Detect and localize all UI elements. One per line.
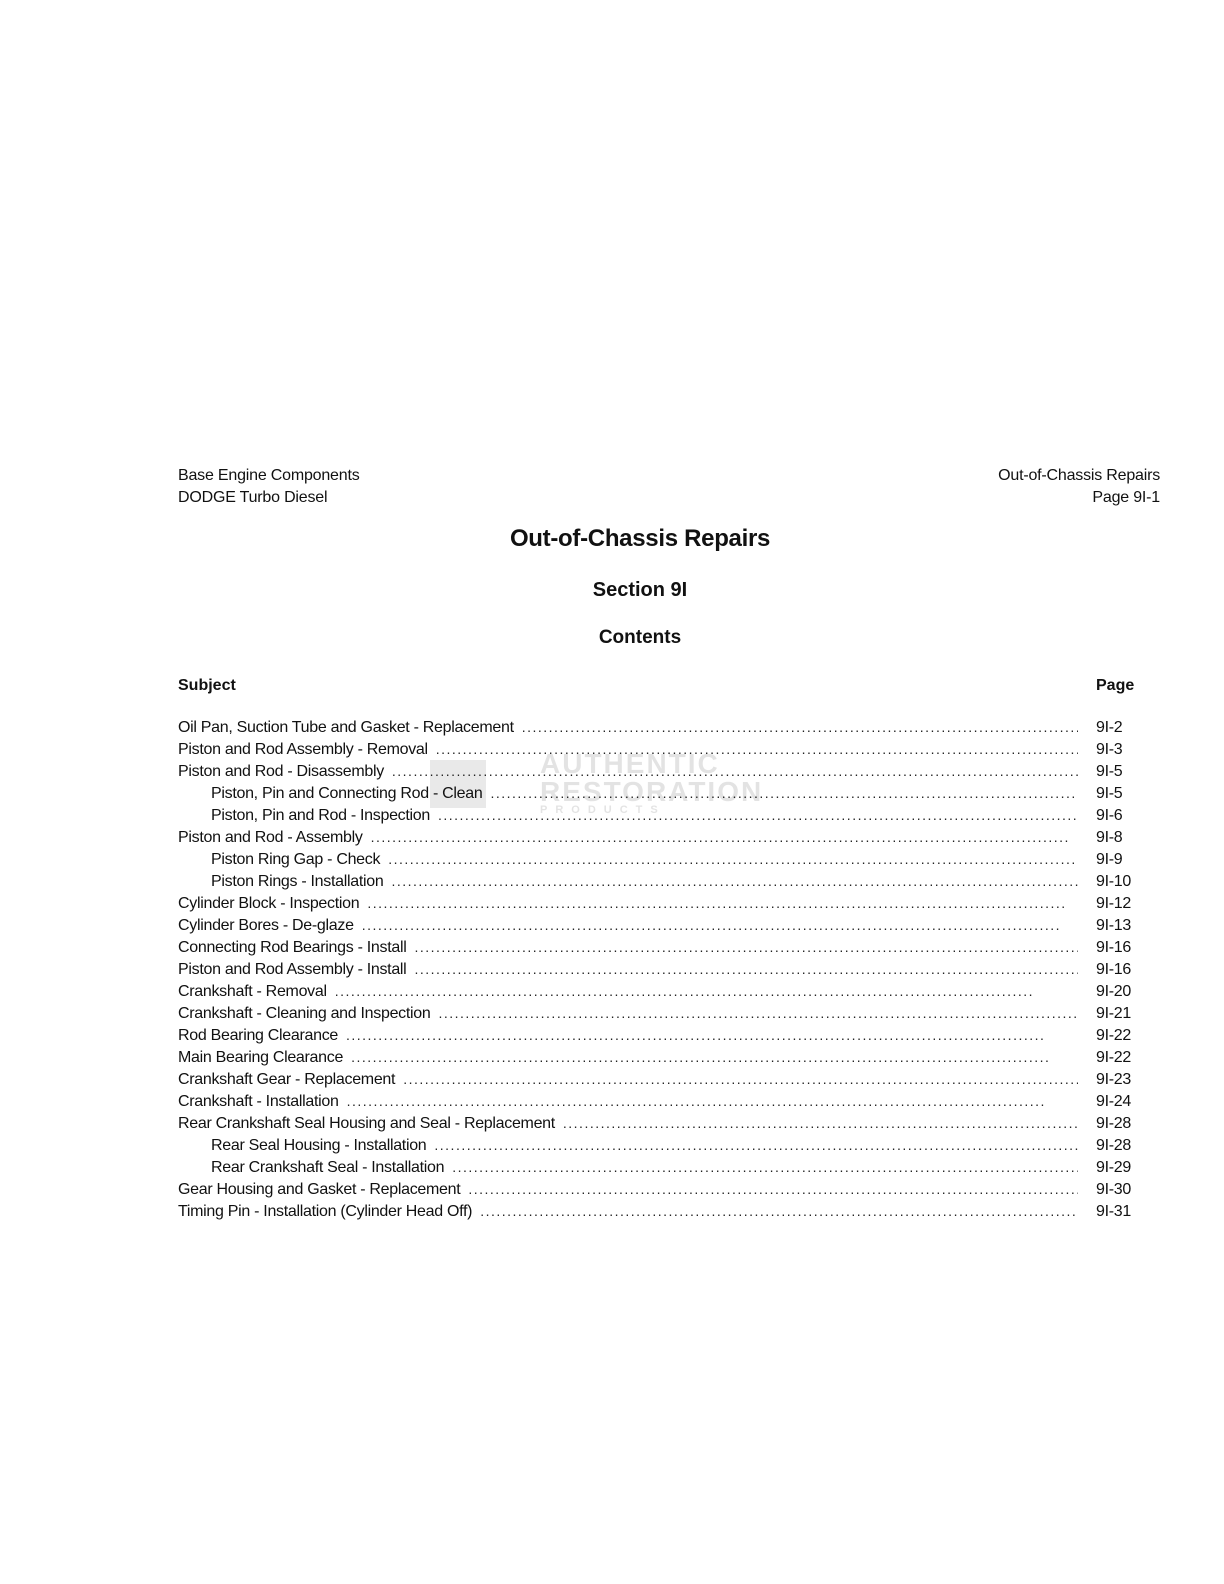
toc-entry[interactable] [178, 763, 1138, 785]
toc-entry-page: 9I-16 [1096, 939, 1131, 956]
contents-heading: Contents [598, 627, 682, 648]
toc-entry-title: Rear Crankshaft Seal Housing and Seal - Replacement [178, 1115, 555, 1132]
toc-dot-leader [346, 1027, 1078, 1043]
toc-entry[interactable] [178, 785, 1138, 807]
section-number: Section 9I [592, 579, 688, 601]
toc-dot-leader [438, 1005, 1078, 1021]
toc-entry-page: 9I-28 [1096, 1115, 1131, 1132]
toc-dot-leader [347, 1093, 1078, 1109]
running-header-right [998, 465, 1160, 509]
watermark-line3: PRODUCTS [540, 804, 666, 816]
toc-entry-page: 9I-23 [1096, 1071, 1131, 1088]
toc-entry-title: Gear Housing and Gasket - Replacement [178, 1181, 461, 1198]
toc-entry-title: Crankshaft - Removal [178, 983, 327, 1000]
toc-entry-page: 9I-5 [1096, 785, 1123, 802]
toc-entry[interactable] [178, 1137, 1138, 1159]
header-vehicle: DODGE Turbo Diesel [178, 489, 328, 506]
toc-entry[interactable] [178, 807, 1138, 829]
toc-entry-page: 9I-5 [1096, 763, 1123, 780]
toc-entry-page: 9I-3 [1096, 741, 1123, 758]
toc-entry[interactable] [178, 741, 1138, 763]
toc-entry-title: Rear Crankshaft Seal - Installation [211, 1159, 445, 1176]
toc-dot-leader [391, 873, 1078, 889]
toc-entry-page: 9I-9 [1096, 851, 1123, 868]
toc-dot-leader [403, 1071, 1078, 1087]
toc-entry-title: Timing Pin - Installation (Cylinder Head Off) [178, 1203, 473, 1220]
toc-entry-title: Crankshaft - Installation [178, 1093, 339, 1110]
toc-entry-title: Piston Rings - Installation [211, 873, 384, 890]
toc-entry-title: Piston and Rod - Disassembly [178, 763, 384, 780]
toc-entry[interactable] [178, 1071, 1138, 1093]
toc-entry[interactable] [178, 1027, 1138, 1049]
toc-entry-page: 9I-31 [1096, 1203, 1131, 1220]
toc-entry-title: Piston, Pin and Connecting Rod - Clean [211, 785, 483, 802]
toc-entry-page: 9I-2 [1096, 719, 1123, 736]
toc-entry-page: 9I-21 [1096, 1005, 1131, 1022]
toc-entry[interactable] [178, 829, 1138, 851]
toc-entry-title: Piston and Rod Assembly - Install [178, 961, 407, 978]
toc-entry[interactable] [178, 1181, 1138, 1203]
toc-entry[interactable] [178, 1005, 1138, 1027]
toc-entry-page: 9I-6 [1096, 807, 1123, 824]
toc-entry-page: 9I-22 [1096, 1049, 1131, 1066]
toc-entry[interactable] [178, 983, 1138, 1005]
toc-dot-leader [436, 741, 1078, 757]
toc-entry[interactable] [178, 873, 1138, 895]
toc-entry[interactable] [178, 1203, 1138, 1225]
toc-entry-title: Piston and Rod Assembly - Removal [178, 741, 428, 758]
toc-entry[interactable] [178, 917, 1138, 939]
toc-entry-title: Main Bearing Clearance [178, 1049, 344, 1066]
table-of-contents [178, 719, 1138, 1225]
header-chapter: Out-of-Chassis Repairs [998, 467, 1160, 484]
toc-entry-page: 9I-28 [1096, 1137, 1131, 1154]
toc-dot-leader [367, 895, 1078, 911]
toc-dot-leader [371, 829, 1078, 845]
toc-entry[interactable] [178, 1093, 1138, 1115]
toc-entry[interactable] [178, 1159, 1138, 1181]
header-page-number: Page 9I-1 [1092, 489, 1160, 506]
toc-dot-leader [414, 939, 1078, 955]
toc-entry-page: 9I-30 [1096, 1181, 1131, 1198]
toc-entry-title: Cylinder Block - Inspection [178, 895, 360, 912]
toc-entry-title: Crankshaft Gear - Replacement [178, 1071, 396, 1088]
toc-entry-page: 9I-10 [1096, 873, 1131, 890]
toc-entry-page: 9I-20 [1096, 983, 1131, 1000]
toc-entry[interactable] [178, 961, 1138, 983]
toc-dot-leader [362, 917, 1078, 933]
toc-dot-leader [452, 1159, 1078, 1175]
page-title: Out-of-Chassis Repairs [509, 525, 771, 552]
toc-dot-leader [388, 851, 1078, 867]
toc-entry-title: Rod Bearing Clearance [178, 1027, 339, 1044]
toc-entry[interactable] [178, 719, 1138, 741]
toc-entry[interactable] [178, 895, 1138, 917]
toc-entry-page: 9I-22 [1096, 1027, 1131, 1044]
toc-dot-leader [335, 983, 1078, 999]
toc-dot-leader [522, 719, 1078, 735]
running-header-left [178, 465, 360, 509]
toc-dot-leader [490, 785, 1078, 801]
toc-entry[interactable] [178, 939, 1138, 961]
toc-dot-leader [434, 1137, 1078, 1153]
toc-dot-leader [438, 807, 1078, 823]
toc-dot-leader [468, 1181, 1078, 1197]
toc-dot-leader [563, 1115, 1078, 1131]
toc-entry-title: Crankshaft - Cleaning and Inspection [178, 1005, 431, 1022]
toc-entry-title: Cylinder Bores - De-glaze [178, 917, 354, 934]
toc-entry-title: Piston, Pin and Rod - Inspection [211, 807, 430, 824]
toc-dot-leader [480, 1203, 1078, 1219]
watermark-line1: AUTHENTIC [540, 748, 720, 779]
toc-entry[interactable] [178, 1115, 1138, 1137]
toc-dot-leader [392, 763, 1078, 779]
toc-entry-title: Connecting Rod Bearings - Install [178, 939, 407, 956]
toc-entry-title: Piston Ring Gap - Check [211, 851, 381, 868]
toc-entry-page: 9I-24 [1096, 1093, 1131, 1110]
toc-entry-page: 9I-12 [1096, 895, 1131, 912]
toc-entry-page: 9I-16 [1096, 961, 1131, 978]
header-manual-section: Base Engine Components [178, 467, 360, 484]
toc-entry-page: 9I-8 [1096, 829, 1123, 846]
toc-entry-page: 9I-13 [1096, 917, 1131, 934]
toc-entry[interactable] [178, 1049, 1138, 1071]
subject-column-header: Subject [178, 677, 236, 694]
toc-entry[interactable] [178, 851, 1138, 873]
toc-entry-title: Rear Seal Housing - Installation [211, 1137, 427, 1154]
toc-entry-page: 9I-29 [1096, 1159, 1131, 1176]
toc-dot-leader [351, 1049, 1078, 1065]
watermark-line2: RESTORATION [540, 776, 764, 807]
toc-entry-title: Piston and Rod - Assembly [178, 829, 363, 846]
toc-dot-leader [414, 961, 1078, 977]
toc-entry-title: Oil Pan, Suction Tube and Gasket - Replacement [178, 719, 514, 736]
page-column-header: Page [1096, 677, 1135, 694]
